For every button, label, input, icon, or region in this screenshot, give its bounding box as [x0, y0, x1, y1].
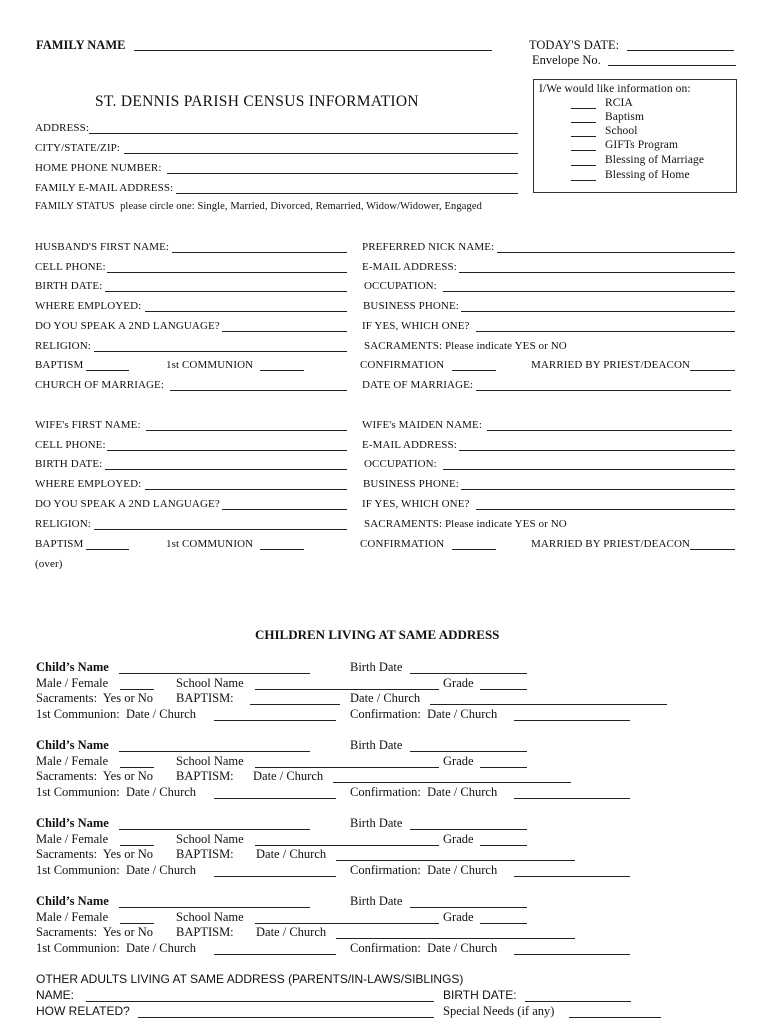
wife-religion-label: RELIGION:	[35, 518, 91, 530]
child-4-birth-field[interactable]	[410, 907, 527, 908]
city-field[interactable]	[124, 153, 518, 154]
husband-occupation-label: OCCUPATION:	[364, 280, 437, 292]
child-3-school-label: School Name	[176, 832, 244, 846]
wife-sacraments-label: SACRAMENTS: Please indicate YES or NO	[364, 518, 567, 530]
child-2-date-church-field[interactable]	[333, 782, 571, 783]
wife-maiden-field[interactable]	[487, 430, 732, 431]
wife-employed-field[interactable]	[145, 489, 347, 490]
husband-language-label: DO YOU SPEAK A 2ND LANGUAGE?	[35, 320, 220, 332]
child-3-communion-field[interactable]	[214, 876, 336, 877]
husband-married-by-label: MARRIED BY PRIEST/DEACON	[531, 359, 691, 371]
husband-cell-label: CELL PHONE:	[35, 261, 106, 273]
wife-communion-field[interactable]	[260, 549, 304, 550]
wife-occupation-label: OCCUPATION:	[364, 458, 437, 470]
child-4-date-church-field[interactable]	[336, 938, 575, 939]
husband-employed-label: WHERE EMPLOYED:	[35, 300, 142, 312]
child-2-gender-field[interactable]	[120, 767, 154, 768]
other-adult-name-label: NAME:	[36, 988, 75, 1002]
wife-occupation-field[interactable]	[443, 469, 735, 470]
wife-birth-field[interactable]	[105, 469, 347, 470]
child-1-communion-label: 1st Communion: Date / Church	[36, 707, 197, 721]
todays-date-field[interactable]	[627, 50, 734, 51]
child-1-date-church-label: Date / Church	[350, 691, 421, 705]
blessing-marriage-option: Blessing of Marriage	[605, 154, 705, 166]
husband-date-marriage-label: DATE OF MARRIAGE:	[362, 379, 474, 391]
child-3-school-field[interactable]	[255, 845, 439, 846]
child-3-baptism-label: BAPTISM:	[176, 847, 234, 861]
husband-occupation-field[interactable]	[443, 291, 735, 292]
husband-church-marriage-label: CHURCH OF MARRIAGE:	[35, 379, 165, 391]
husband-sacraments-label: SACRAMENTS: Please indicate YES or NO	[364, 340, 567, 352]
child-1-grade-field[interactable]	[480, 689, 527, 690]
wife-confirmation-label: CONFIRMATION	[360, 538, 445, 550]
child-4-birth-label: Birth Date	[350, 894, 403, 908]
husband-business-label: BUSINESS PHONE:	[363, 300, 459, 312]
other-adult-special-field[interactable]	[569, 1017, 661, 1018]
child-1-baptism-field[interactable]	[250, 704, 340, 705]
wife-cell-label: CELL PHONE:	[35, 439, 106, 451]
baptism-option: Baptism	[605, 111, 645, 123]
child-1-birth-field[interactable]	[410, 673, 527, 674]
husband-which-label: IF YES, WHICH ONE?	[362, 320, 470, 332]
todays-date-label: TODAY'S DATE:	[529, 38, 620, 52]
children-heading: CHILDREN LIVING AT SAME ADDRESS	[255, 627, 500, 642]
child-3-name-label: Child’s Name	[36, 816, 109, 830]
home-phone-label: HOME PHONE NUMBER:	[35, 162, 162, 174]
child-1-grade-label: Grade	[443, 676, 474, 690]
child-3-grade-field[interactable]	[480, 845, 527, 846]
child-1-school-label: School Name	[176, 676, 244, 690]
child-1-name-field[interactable]	[119, 673, 310, 674]
child-3-birth-field[interactable]	[410, 829, 527, 830]
other-adult-related-field[interactable]	[138, 1017, 434, 1018]
other-adult-related-label: HOW RELATED?	[36, 1004, 130, 1018]
child-1-birth-label: Birth Date	[350, 660, 403, 674]
rcia-check[interactable]	[571, 108, 596, 109]
other-adults-heading: OTHER ADULTS LIVING AT SAME ADDRESS (PARENTS/IN-LAWS/SIBLINGS)	[36, 972, 464, 986]
wife-baptism-label: BAPTISM	[35, 538, 84, 550]
husband-which-field[interactable]	[476, 331, 735, 332]
wife-married-by-label: MARRIED BY PRIEST/DEACON	[531, 538, 691, 550]
child-4-confirmation-label: Confirmation: Date / Church	[350, 941, 498, 955]
family-status: FAMILY STATUS please circle one: Single, Married, Divorced, Remarried, Widow/Widower, Engaged	[35, 201, 482, 212]
child-2-school-field[interactable]	[255, 767, 439, 768]
husband-church-marriage-field[interactable]	[170, 390, 347, 391]
child-4-date-church-label: Date / Church	[256, 925, 327, 939]
child-2-name-field[interactable]	[119, 751, 310, 752]
child-3-gender-field[interactable]	[120, 845, 154, 846]
child-3-date-church-field[interactable]	[336, 860, 575, 861]
child-4-gender-label: Male / Female	[36, 910, 109, 924]
child-1-gender-label: Male / Female	[36, 676, 109, 690]
husband-nick-field[interactable]	[497, 252, 735, 253]
husband-email-label: E-MAIL ADDRESS:	[362, 261, 457, 273]
wife-business-label: BUSINESS PHONE:	[363, 478, 459, 490]
husband-date-marriage-field[interactable]	[476, 390, 731, 391]
other-adult-birth-field[interactable]	[525, 1001, 631, 1002]
child-2-name-label: Child’s Name	[36, 738, 109, 752]
school-check[interactable]	[571, 136, 596, 137]
child-2-communion-field[interactable]	[214, 798, 336, 799]
child-2-confirmation-field[interactable]	[514, 798, 630, 799]
child-1-baptism-label: BAPTISM:	[176, 691, 234, 705]
gifts-option: GIFTs Program	[605, 139, 679, 151]
wife-maiden-label: WIFE's MAIDEN NAME:	[362, 419, 482, 431]
school-option: School	[605, 125, 638, 137]
child-1-confirmation-field[interactable]	[514, 720, 630, 721]
child-2-communion-label: 1st Communion: Date / Church	[36, 785, 197, 799]
wife-communion-label: 1st COMMUNION	[166, 538, 254, 550]
child-4-school-field[interactable]	[255, 923, 439, 924]
husband-baptism-label: BAPTISM	[35, 359, 84, 371]
wife-email-field[interactable]	[459, 450, 735, 451]
husband-confirmation-label: CONFIRMATION	[360, 359, 445, 371]
child-4-communion-label: 1st Communion: Date / Church	[36, 941, 197, 955]
gifts-check[interactable]	[571, 150, 596, 151]
family-email-label: FAMILY E-MAIL ADDRESS:	[35, 182, 174, 194]
husband-cell-field[interactable]	[107, 272, 347, 273]
husband-first-name-field[interactable]	[172, 252, 347, 253]
wife-confirmation-field[interactable]	[452, 549, 496, 550]
child-4-baptism-label: BAPTISM:	[176, 925, 234, 939]
other-adult-special-label: Special Needs (if any)	[443, 1004, 555, 1018]
child-1-school-field[interactable]	[255, 689, 439, 690]
wife-which-field[interactable]	[476, 509, 735, 510]
child-3-name-field[interactable]	[119, 829, 310, 830]
wife-baptism-field[interactable]	[86, 549, 129, 550]
wife-first-name-label: WIFE's FIRST NAME:	[35, 419, 141, 431]
husband-nick-label: PREFERRED NICK NAME:	[362, 241, 495, 253]
info-box-heading: I/We would like information on:	[539, 83, 691, 95]
child-2-sacraments-label: Sacraments: Yes or No	[36, 769, 154, 783]
child-1-gender-field[interactable]	[120, 689, 154, 690]
husband-email-field[interactable]	[459, 272, 735, 273]
husband-business-field[interactable]	[461, 311, 735, 312]
envelope-label: Envelope No.	[532, 53, 601, 67]
husband-religion-field[interactable]	[94, 351, 347, 352]
family-name-field[interactable]	[134, 50, 492, 51]
wife-religion-field[interactable]	[94, 529, 347, 530]
wife-employed-label: WHERE EMPLOYED:	[35, 478, 142, 490]
child-1-sacraments-label: Sacraments: Yes or No	[36, 691, 154, 705]
child-2-baptism-label: BAPTISM:	[176, 769, 234, 783]
envelope-field[interactable]	[608, 65, 736, 66]
over-note: (over)	[35, 558, 63, 570]
child-3-confirmation-field[interactable]	[514, 876, 630, 877]
child-3-date-church-label: Date / Church	[256, 847, 327, 861]
other-adult-birth-label: BIRTH DATE:	[443, 988, 517, 1002]
address-field[interactable]	[89, 133, 518, 134]
wife-language-field[interactable]	[222, 509, 347, 510]
info-request-box	[533, 79, 737, 193]
husband-communion-field[interactable]	[260, 370, 304, 371]
wife-married-by-field[interactable]	[690, 549, 735, 550]
family-name-label: FAMILY NAME	[36, 38, 126, 52]
child-3-communion-label: 1st Communion: Date / Church	[36, 863, 197, 877]
child-3-sacraments-label: Sacraments: Yes or No	[36, 847, 154, 861]
child-3-grade-label: Grade	[443, 832, 474, 846]
city-label: CITY/STATE/ZIP:	[35, 142, 120, 154]
rcia-option: RCIA	[605, 97, 633, 109]
wife-language-label: DO YOU SPEAK A 2ND LANGUAGE?	[35, 498, 220, 510]
wife-email-label: E-MAIL ADDRESS:	[362, 439, 457, 451]
child-3-birth-label: Birth Date	[350, 816, 403, 830]
child-2-grade-label: Grade	[443, 754, 474, 768]
wife-first-name-field[interactable]	[146, 430, 347, 431]
child-4-school-label: School Name	[176, 910, 244, 924]
child-1-confirmation-label: Confirmation: Date / Church	[350, 707, 498, 721]
child-2-confirmation-label: Confirmation: Date / Church	[350, 785, 498, 799]
child-1-communion-field[interactable]	[214, 720, 336, 721]
child-2-school-label: School Name	[176, 754, 244, 768]
child-4-gender-field[interactable]	[120, 923, 154, 924]
child-2-date-church-label: Date / Church	[253, 769, 324, 783]
blessing-home-check[interactable]	[571, 180, 596, 181]
child-4-name-label: Child’s Name	[36, 894, 109, 908]
child-1-date-church-field[interactable]	[430, 704, 667, 705]
family-email-field[interactable]	[176, 193, 518, 194]
child-4-grade-field[interactable]	[480, 923, 527, 924]
blessing-home-option: Blessing of Home	[605, 169, 690, 181]
husband-first-name-label: HUSBAND'S FIRST NAME:	[35, 241, 170, 253]
page-title: ST. DENNIS PARISH CENSUS INFORMATION	[95, 93, 419, 110]
husband-married-by-field[interactable]	[690, 370, 735, 371]
child-4-confirmation-field[interactable]	[514, 954, 630, 955]
husband-communion-label: 1st COMMUNION	[166, 359, 254, 371]
husband-confirmation-field[interactable]	[452, 370, 496, 371]
child-4-communion-field[interactable]	[214, 954, 336, 955]
husband-language-field[interactable]	[222, 331, 347, 332]
husband-employed-field[interactable]	[145, 311, 347, 312]
child-2-birth-field[interactable]	[410, 751, 527, 752]
wife-business-field[interactable]	[461, 489, 735, 490]
child-2-gender-label: Male / Female	[36, 754, 109, 768]
wife-which-label: IF YES, WHICH ONE?	[362, 498, 470, 510]
address-label: ADDRESS:	[35, 122, 89, 134]
baptism-check[interactable]	[571, 122, 596, 123]
child-1-name-label: Child’s Name	[36, 660, 109, 674]
wife-cell-field[interactable]	[107, 450, 347, 451]
blessing-marriage-check[interactable]	[571, 165, 596, 166]
husband-baptism-field[interactable]	[86, 370, 129, 371]
wife-birth-label: BIRTH DATE:	[35, 458, 103, 470]
child-2-grade-field[interactable]	[480, 767, 527, 768]
home-phone-field[interactable]	[167, 173, 518, 174]
husband-birth-field[interactable]	[105, 291, 347, 292]
child-2-birth-label: Birth Date	[350, 738, 403, 752]
husband-religion-label: RELIGION:	[35, 340, 91, 352]
child-3-gender-label: Male / Female	[36, 832, 109, 846]
child-4-sacraments-label: Sacraments: Yes or No	[36, 925, 154, 939]
husband-birth-label: BIRTH DATE:	[35, 280, 103, 292]
child-3-confirmation-label: Confirmation: Date / Church	[350, 863, 498, 877]
child-4-name-field[interactable]	[119, 907, 310, 908]
child-4-grade-label: Grade	[443, 910, 474, 924]
other-adult-name-field[interactable]	[86, 1001, 434, 1002]
